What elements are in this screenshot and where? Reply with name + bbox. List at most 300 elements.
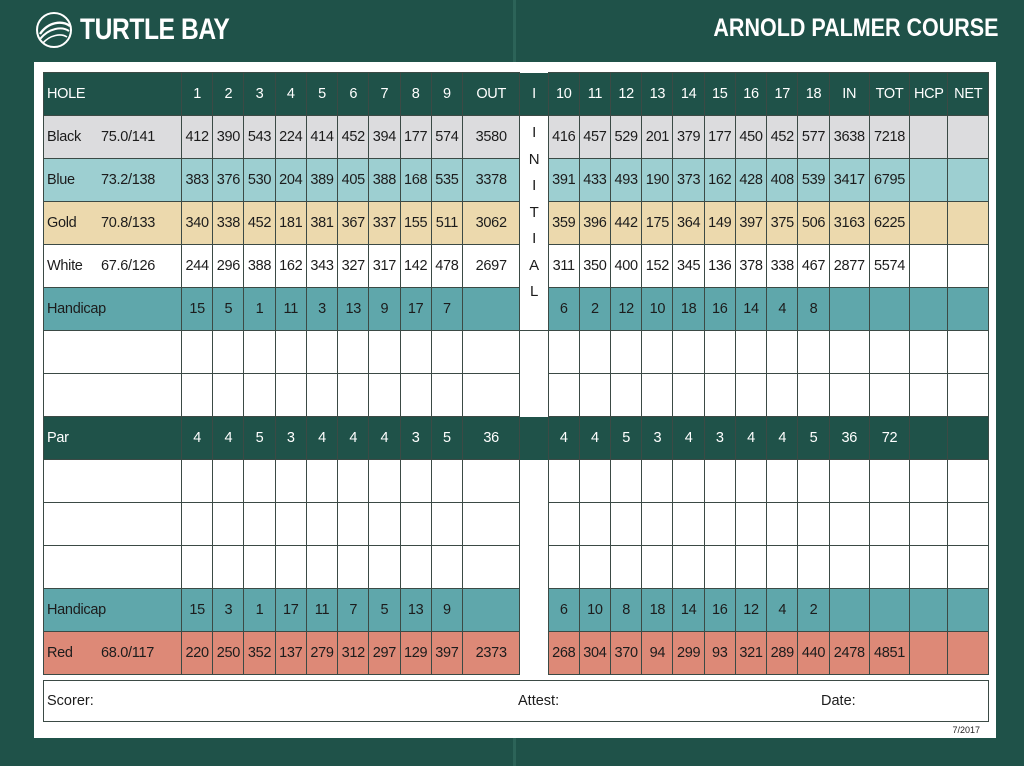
hole-cell: 312 xyxy=(338,632,369,675)
hole-cell[interactable] xyxy=(579,331,610,374)
hole-cell: 338 xyxy=(767,245,798,288)
hole-cell[interactable] xyxy=(182,460,213,503)
net-cell[interactable] xyxy=(948,632,989,675)
hole-cell[interactable] xyxy=(213,331,244,374)
out-total-cell xyxy=(462,589,519,632)
hole-cell: 379 xyxy=(673,116,704,159)
hole-cell: 3 xyxy=(400,417,431,460)
hole-cell: 343 xyxy=(306,245,337,288)
in-total-cell[interactable] xyxy=(829,460,869,503)
row-label xyxy=(44,202,182,245)
hole-cell: 4 xyxy=(213,417,244,460)
hole-cell: 5 xyxy=(431,417,462,460)
hole-cell[interactable] xyxy=(673,374,704,417)
hole-cell[interactable] xyxy=(306,331,337,374)
hole-cell: 381 xyxy=(306,202,337,245)
hole-cell: 4 xyxy=(673,417,704,460)
spacer-cell xyxy=(520,546,548,589)
row-label xyxy=(44,417,182,460)
total-cell: 4851 xyxy=(869,632,909,675)
hcp-cell[interactable] xyxy=(910,589,948,632)
hole-cell[interactable] xyxy=(735,503,766,546)
hole-cell[interactable] xyxy=(579,374,610,417)
hole-cell: 414 xyxy=(306,116,337,159)
score-entry-row xyxy=(44,374,989,417)
total-cell: 72 xyxy=(869,417,909,460)
hole-cell[interactable] xyxy=(244,374,275,417)
spacer-cell xyxy=(520,632,548,675)
hole-cell[interactable] xyxy=(704,374,735,417)
hole-cell[interactable] xyxy=(767,460,798,503)
net-cell[interactable] xyxy=(948,116,989,159)
hole-cell[interactable] xyxy=(735,546,766,589)
hole-cell: 17 xyxy=(400,288,431,331)
in-total-cell[interactable] xyxy=(829,374,869,417)
column-header: 1 xyxy=(182,73,213,116)
tee-rating: 68.0/117 xyxy=(101,645,154,661)
total-cell xyxy=(869,288,909,331)
hole-cell: 93 xyxy=(704,632,735,675)
hole-cell: 6 xyxy=(548,288,579,331)
spacer-cell xyxy=(520,374,548,417)
column-header: IN xyxy=(829,73,869,116)
hole-cell: 3 xyxy=(642,417,673,460)
column-header: 9 xyxy=(431,73,462,116)
hole-cell: 13 xyxy=(400,589,431,632)
out-total-cell: 2373 xyxy=(462,632,519,675)
row-name: Par xyxy=(47,430,69,446)
hcp-cell[interactable] xyxy=(910,503,948,546)
hole-cell[interactable] xyxy=(338,546,369,589)
hole-cell: 11 xyxy=(275,288,306,331)
hole-cell: 8 xyxy=(798,288,829,331)
net-cell[interactable] xyxy=(948,546,989,589)
out-total-cell: 3580 xyxy=(462,116,519,159)
hole-cell[interactable] xyxy=(306,503,337,546)
hole-cell: 373 xyxy=(673,159,704,202)
hole-cell: 16 xyxy=(704,288,735,331)
hole-cell[interactable] xyxy=(642,374,673,417)
hole-cell[interactable] xyxy=(182,331,213,374)
score-entry-row xyxy=(44,460,989,503)
in-total-cell: 3417 xyxy=(829,159,869,202)
hcp-row xyxy=(44,288,989,331)
out-total-cell[interactable] xyxy=(462,331,519,374)
hole-cell: 321 xyxy=(735,632,766,675)
hole-cell: 14 xyxy=(673,589,704,632)
column-header: 7 xyxy=(369,73,400,116)
hole-cell[interactable] xyxy=(642,331,673,374)
hole-cell: 152 xyxy=(642,245,673,288)
hole-cell[interactable] xyxy=(611,546,642,589)
hole-cell: 338 xyxy=(213,202,244,245)
hole-cell[interactable] xyxy=(213,460,244,503)
hole-cell: 3 xyxy=(704,417,735,460)
hole-cell[interactable] xyxy=(798,331,829,374)
hole-cell[interactable] xyxy=(338,331,369,374)
net-cell[interactable] xyxy=(948,159,989,202)
row-label xyxy=(44,632,182,675)
hole-cell: 535 xyxy=(431,159,462,202)
hole-cell: 16 xyxy=(704,589,735,632)
net-cell[interactable] xyxy=(948,460,989,503)
hole-cell[interactable] xyxy=(735,460,766,503)
hole-cell[interactable] xyxy=(548,460,579,503)
column-header: OUT xyxy=(462,73,519,116)
hole-cell: 142 xyxy=(400,245,431,288)
total-cell: 6795 xyxy=(869,159,909,202)
hole-cell[interactable] xyxy=(548,374,579,417)
in-total-cell[interactable] xyxy=(829,331,869,374)
hole-cell[interactable] xyxy=(548,546,579,589)
in-total-cell: 2877 xyxy=(829,245,869,288)
header-row xyxy=(44,73,989,116)
hole-cell[interactable] xyxy=(338,460,369,503)
hole-cell: 400 xyxy=(611,245,642,288)
hole-cell[interactable] xyxy=(673,546,704,589)
net-cell[interactable] xyxy=(948,417,989,460)
hole-cell[interactable] xyxy=(798,374,829,417)
hcp-cell[interactable] xyxy=(910,202,948,245)
hole-cell[interactable] xyxy=(611,374,642,417)
hole-cell: 2 xyxy=(579,288,610,331)
hole-cell: 378 xyxy=(735,245,766,288)
column-header: 4 xyxy=(275,73,306,116)
hcp-cell[interactable] xyxy=(910,331,948,374)
hole-cell: 5 xyxy=(369,589,400,632)
hole-cell: 168 xyxy=(400,159,431,202)
hcp-cell[interactable] xyxy=(910,632,948,675)
column-header: 5 xyxy=(306,73,337,116)
hole-cell: 304 xyxy=(579,632,610,675)
hole-cell[interactable] xyxy=(767,374,798,417)
hole-cell[interactable] xyxy=(275,331,306,374)
hole-cell[interactable] xyxy=(579,460,610,503)
hole-cell: 5 xyxy=(798,417,829,460)
hole-cell[interactable] xyxy=(767,546,798,589)
hole-cell: 279 xyxy=(306,632,337,675)
score-table xyxy=(43,72,989,675)
hole-cell: 376 xyxy=(213,159,244,202)
hole-cell: 297 xyxy=(369,632,400,675)
net-cell[interactable] xyxy=(948,589,989,632)
hole-cell: 4 xyxy=(369,417,400,460)
hole-cell[interactable] xyxy=(767,503,798,546)
hole-cell[interactable] xyxy=(400,460,431,503)
hole-cell[interactable] xyxy=(642,460,673,503)
hole-cell[interactable] xyxy=(642,503,673,546)
hole-cell: 190 xyxy=(642,159,673,202)
hole-cell: 177 xyxy=(704,116,735,159)
hole-cell: 452 xyxy=(244,202,275,245)
hole-cell: 8 xyxy=(611,589,642,632)
hole-cell: 4 xyxy=(767,417,798,460)
hole-cell: 452 xyxy=(767,116,798,159)
hole-cell: 9 xyxy=(431,589,462,632)
hole-cell: 6 xyxy=(548,589,579,632)
hole-cell[interactable] xyxy=(704,546,735,589)
hole-cell: 1 xyxy=(244,288,275,331)
hole-cell[interactable] xyxy=(767,331,798,374)
hcp-cell[interactable] xyxy=(910,288,948,331)
hole-cell: 18 xyxy=(673,288,704,331)
hole-cell[interactable] xyxy=(306,546,337,589)
hcp-cell[interactable] xyxy=(910,417,948,460)
hole-cell: 137 xyxy=(275,632,306,675)
hole-cell[interactable] xyxy=(673,331,704,374)
hole-cell: 539 xyxy=(798,159,829,202)
hole-cell: 389 xyxy=(306,159,337,202)
initial-letter: N xyxy=(528,150,540,168)
hole-cell[interactable] xyxy=(338,374,369,417)
out-total-cell[interactable] xyxy=(462,546,519,589)
hole-cell[interactable] xyxy=(673,503,704,546)
hole-cell: 317 xyxy=(369,245,400,288)
column-header: 17 xyxy=(767,73,798,116)
hole-cell: 440 xyxy=(798,632,829,675)
hole-cell[interactable] xyxy=(244,546,275,589)
in-total-cell[interactable] xyxy=(829,503,869,546)
column-header: NET xyxy=(948,73,989,116)
hole-cell[interactable] xyxy=(400,374,431,417)
initial-letter: L xyxy=(529,283,539,300)
hole-cell[interactable] xyxy=(431,374,462,417)
hole-cell[interactable] xyxy=(704,460,735,503)
hole-cell: 383 xyxy=(182,159,213,202)
hole-cell: 543 xyxy=(244,116,275,159)
hole-cell: 244 xyxy=(182,245,213,288)
hole-cell[interactable] xyxy=(275,460,306,503)
net-cell[interactable] xyxy=(948,374,989,417)
hole-cell: 493 xyxy=(611,159,642,202)
hole-cell: 12 xyxy=(735,589,766,632)
hole-cell[interactable] xyxy=(213,374,244,417)
hcp-cell[interactable] xyxy=(910,245,948,288)
hole-cell[interactable] xyxy=(798,546,829,589)
net-cell[interactable] xyxy=(948,202,989,245)
hole-cell[interactable] xyxy=(275,374,306,417)
hole-cell: 367 xyxy=(338,202,369,245)
hole-cell[interactable] xyxy=(182,546,213,589)
hole-cell: 4 xyxy=(182,417,213,460)
hole-cell: 388 xyxy=(244,245,275,288)
hole-cell[interactable] xyxy=(798,503,829,546)
in-total-cell: 36 xyxy=(829,417,869,460)
hole-cell[interactable] xyxy=(182,374,213,417)
net-cell[interactable] xyxy=(948,288,989,331)
hole-cell[interactable] xyxy=(548,503,579,546)
hcp-cell[interactable] xyxy=(910,116,948,159)
hcp-row xyxy=(44,589,989,632)
hole-cell: 352 xyxy=(244,632,275,675)
in-total-cell xyxy=(829,288,869,331)
in-total-cell[interactable] xyxy=(829,546,869,589)
tee-rating: 70.8/133 xyxy=(101,215,156,231)
hole-cell[interactable] xyxy=(369,546,400,589)
hole-cell[interactable] xyxy=(400,503,431,546)
initial-letter: A xyxy=(529,256,539,274)
column-header: I xyxy=(520,73,548,116)
gold-row xyxy=(44,202,989,245)
hcp-cell[interactable] xyxy=(910,460,948,503)
hole-cell: 327 xyxy=(338,245,369,288)
row-label[interactable] xyxy=(44,374,182,417)
hole-cell[interactable] xyxy=(704,331,735,374)
total-cell[interactable] xyxy=(869,331,909,374)
out-total-cell: 3378 xyxy=(462,159,519,202)
score-entry-row xyxy=(44,503,989,546)
hole-cell: 268 xyxy=(548,632,579,675)
tee-rating: 73.2/138 xyxy=(101,172,156,188)
hole-cell[interactable] xyxy=(306,460,337,503)
row-label xyxy=(44,116,182,159)
hole-cell[interactable] xyxy=(182,503,213,546)
out-total-cell[interactable] xyxy=(462,503,519,546)
hole-cell: 4 xyxy=(306,417,337,460)
hole-cell: 3 xyxy=(213,589,244,632)
hole-cell: 359 xyxy=(548,202,579,245)
row-label xyxy=(44,159,182,202)
column-header: 6 xyxy=(338,73,369,116)
net-cell[interactable] xyxy=(948,331,989,374)
hole-cell[interactable] xyxy=(673,460,704,503)
date-label: Date: xyxy=(821,693,856,709)
hole-cell: 14 xyxy=(735,288,766,331)
hole-cell[interactable] xyxy=(642,546,673,589)
out-total-cell: 36 xyxy=(462,417,519,460)
hole-cell[interactable] xyxy=(611,503,642,546)
hole-cell: 345 xyxy=(673,245,704,288)
black-row xyxy=(44,116,989,159)
hole-cell: 408 xyxy=(767,159,798,202)
hole-cell[interactable] xyxy=(431,503,462,546)
hcp-cell[interactable] xyxy=(910,546,948,589)
out-total-cell[interactable] xyxy=(462,374,519,417)
hole-cell[interactable] xyxy=(369,503,400,546)
hole-cell[interactable] xyxy=(213,503,244,546)
hole-cell[interactable] xyxy=(431,460,462,503)
column-header: 13 xyxy=(642,73,673,116)
hole-cell: 340 xyxy=(182,202,213,245)
hole-cell[interactable] xyxy=(400,331,431,374)
hole-cell: 375 xyxy=(767,202,798,245)
hole-cell: 299 xyxy=(673,632,704,675)
hcp-cell[interactable] xyxy=(910,159,948,202)
out-total-cell: 3062 xyxy=(462,202,519,245)
total-cell[interactable] xyxy=(869,546,909,589)
hole-cell: 129 xyxy=(400,632,431,675)
row-name: Handicap xyxy=(47,301,106,317)
hole-cell[interactable] xyxy=(704,503,735,546)
hole-cell: 4 xyxy=(735,417,766,460)
in-total-cell: 3163 xyxy=(829,202,869,245)
hole-cell: 1 xyxy=(244,589,275,632)
row-label[interactable] xyxy=(44,460,182,503)
spacer-cell xyxy=(520,331,548,374)
out-total-cell[interactable] xyxy=(462,460,519,503)
row-label xyxy=(44,589,182,632)
initial-letter: I xyxy=(532,230,536,247)
logo xyxy=(34,10,262,50)
hole-cell[interactable] xyxy=(275,503,306,546)
hole-cell[interactable] xyxy=(369,331,400,374)
row-label xyxy=(44,288,182,331)
hole-cell[interactable] xyxy=(579,503,610,546)
hole-cell[interactable] xyxy=(369,374,400,417)
hole-cell[interactable] xyxy=(400,546,431,589)
hole-cell[interactable] xyxy=(431,546,462,589)
hole-cell[interactable] xyxy=(213,546,244,589)
column-header: 16 xyxy=(735,73,766,116)
hole-cell[interactable] xyxy=(244,503,275,546)
par-row xyxy=(44,417,989,460)
hole-cell: 530 xyxy=(244,159,275,202)
net-cell[interactable] xyxy=(948,503,989,546)
row-name: Black xyxy=(47,129,81,145)
hole-cell[interactable] xyxy=(244,460,275,503)
hole-cell: 364 xyxy=(673,202,704,245)
hole-cell[interactable] xyxy=(431,331,462,374)
column-header: HOLE xyxy=(44,73,182,116)
version-label: 7/2017 xyxy=(952,725,980,735)
hole-cell[interactable] xyxy=(611,460,642,503)
row-label[interactable] xyxy=(44,503,182,546)
row-label[interactable] xyxy=(44,331,182,374)
net-cell[interactable] xyxy=(948,245,989,288)
column-header: 11 xyxy=(579,73,610,116)
hole-cell: 428 xyxy=(735,159,766,202)
hole-cell: 350 xyxy=(579,245,610,288)
total-cell[interactable] xyxy=(869,503,909,546)
hcp-cell[interactable] xyxy=(910,374,948,417)
column-header: 10 xyxy=(548,73,579,116)
hole-cell: 529 xyxy=(611,116,642,159)
hole-cell: 467 xyxy=(798,245,829,288)
out-total-cell: 2697 xyxy=(462,245,519,288)
hole-cell: 10 xyxy=(579,589,610,632)
row-name: White xyxy=(47,258,83,274)
column-header: 3 xyxy=(244,73,275,116)
hole-cell: 149 xyxy=(704,202,735,245)
hole-cell[interactable] xyxy=(369,460,400,503)
hole-cell: 17 xyxy=(275,589,306,632)
spacer-cell xyxy=(520,503,548,546)
hole-cell: 177 xyxy=(400,116,431,159)
hole-cell: 7 xyxy=(338,589,369,632)
hole-cell: 204 xyxy=(275,159,306,202)
hole-cell[interactable] xyxy=(735,374,766,417)
hole-cell[interactable] xyxy=(275,546,306,589)
hole-cell[interactable] xyxy=(244,331,275,374)
hole-cell[interactable] xyxy=(798,460,829,503)
hole-cell[interactable] xyxy=(548,331,579,374)
red-row xyxy=(44,632,989,675)
hole-cell[interactable] xyxy=(579,546,610,589)
hole-cell: 13 xyxy=(338,288,369,331)
hole-cell[interactable] xyxy=(735,331,766,374)
row-label[interactable] xyxy=(44,546,182,589)
hole-cell: 136 xyxy=(704,245,735,288)
hole-cell: 250 xyxy=(213,632,244,675)
hole-cell[interactable] xyxy=(306,374,337,417)
total-cell[interactable] xyxy=(869,374,909,417)
hole-cell[interactable] xyxy=(611,331,642,374)
hole-cell: 388 xyxy=(369,159,400,202)
score-entry-row xyxy=(44,546,989,589)
in-total-cell: 2478 xyxy=(829,632,869,675)
total-cell[interactable] xyxy=(869,460,909,503)
hole-cell[interactable] xyxy=(338,503,369,546)
